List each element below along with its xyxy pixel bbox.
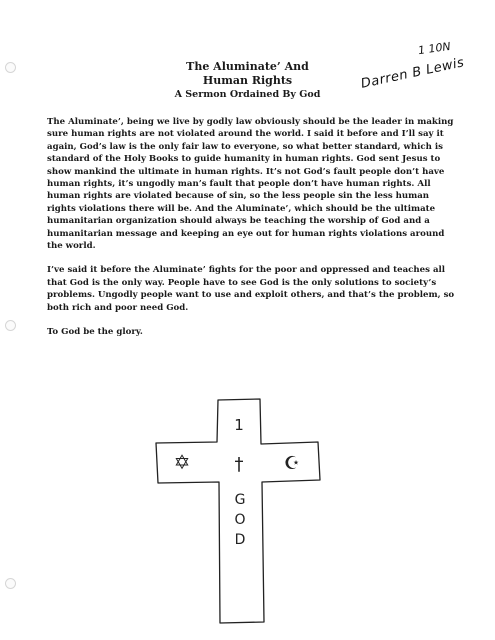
crescent-star-icon: ☪ bbox=[283, 453, 301, 474]
number-one: 1 bbox=[234, 416, 244, 434]
title-block bbox=[0, 60, 495, 102]
god-letter: O bbox=[234, 512, 246, 528]
cross-drawing bbox=[150, 396, 330, 626]
handwritten-page-number: 1 10N bbox=[417, 39, 452, 58]
paragraph: The Aluminate’, being we live by godly law obviously should be the leader in making sure human rights are not violated around the world. I said it before and I’ll say it again, God’s law is the only fair law to everyone, so what better standard, which is standard of the Holy Books to guide humanity in human rights. God sent Jesus to show mankind the ultimate in human rights. It’s not God’s fault people don’t have human rights, it’s ungodly man’s fault that people don’t have human rights. All human rights are violated because of sin, so the less people sin the less human rights violations there will be. And the Aluminate’, which should be the ultimate humanitarian organization should always be teaching the worship of God and a humanitarian message and keeping an eye out for human rights violations around the world. bbox=[47, 117, 454, 252]
paragraph: I’ve said it before the Aluminate’ fights for the poor and oppressed and teaches all that God is the only way. People have to see God is the only solutions to society’s problems. Ungodly people want to use and exploit others, and that’s the problem, so both rich and poor need God. bbox=[47, 265, 455, 313]
binder-hole bbox=[5, 578, 16, 589]
god-letter: G bbox=[234, 492, 246, 508]
handwritten-signature: Darren B Lewis bbox=[359, 55, 466, 92]
star-of-david-icon: ✡ bbox=[173, 450, 191, 474]
title-line-1: The Aluminate’ And bbox=[186, 60, 309, 73]
title-line-2: Human Rights bbox=[202, 74, 293, 87]
cross-symbol-icon: † bbox=[234, 454, 244, 475]
subtitle: A Sermon Ordained By God bbox=[174, 89, 321, 100]
paragraph: To God be the glory. bbox=[47, 327, 143, 338]
sermon-body bbox=[47, 116, 457, 351]
god-letter: D bbox=[234, 532, 246, 548]
binder-hole bbox=[5, 320, 16, 331]
